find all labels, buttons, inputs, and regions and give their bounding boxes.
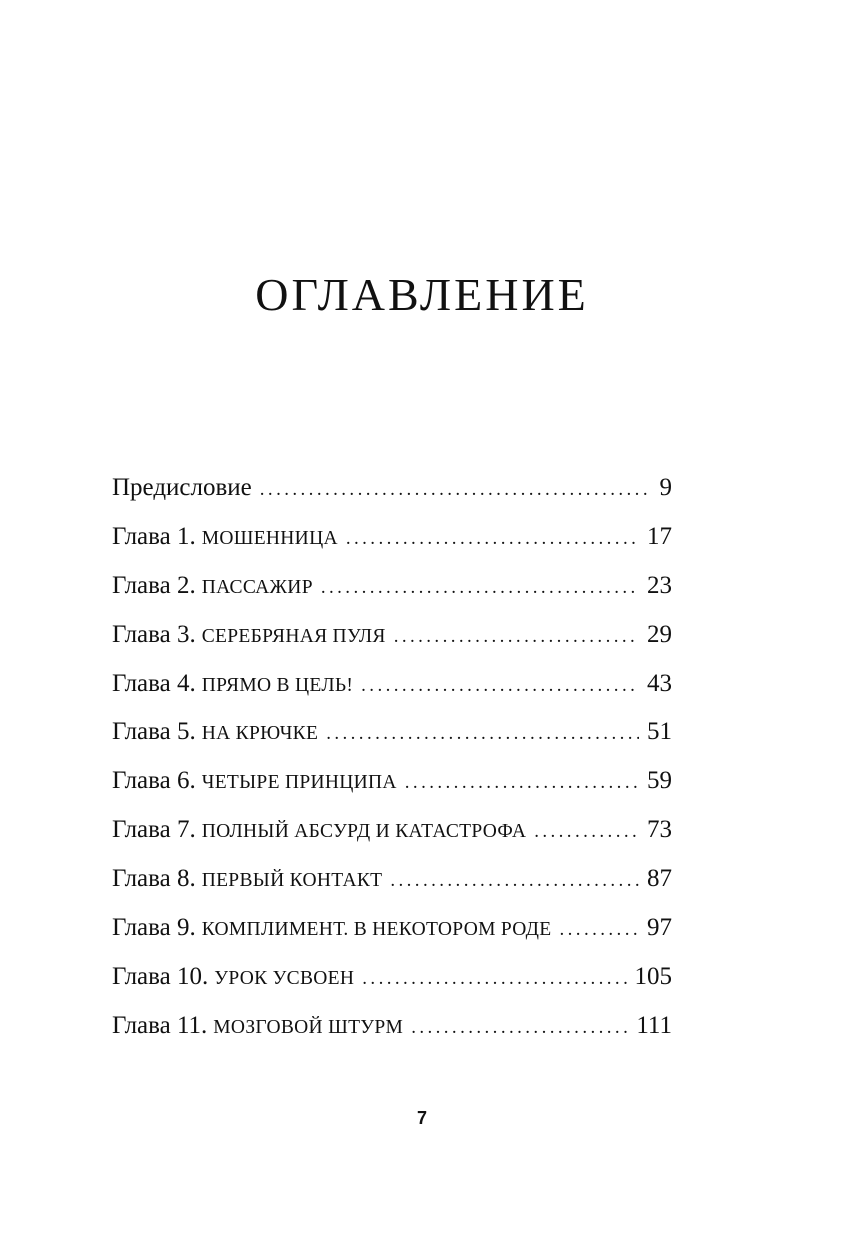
chapter-number: Глава 3. bbox=[112, 620, 196, 648]
toc-entry-label bbox=[112, 914, 552, 942]
toc-entry-label bbox=[112, 523, 338, 551]
chapter-number: Глава 8. bbox=[112, 865, 196, 893]
chapter-title: ЧЕТЫРЕ ПРИНЦИПА bbox=[201, 772, 397, 794]
dot-leader bbox=[260, 479, 652, 501]
toc-entry-chapter-4 bbox=[112, 670, 672, 719]
toc-entry-label bbox=[112, 1012, 403, 1040]
chapter-title: ПОЛНЫЙ АБСУРД И КАТАСТРОФА bbox=[201, 821, 527, 843]
chapter-number: Глава 7. bbox=[112, 816, 196, 844]
toc-entry-label bbox=[112, 865, 382, 893]
toc-entry-page: 111 bbox=[636, 1011, 672, 1039]
chapter-title: МОЗГОВОЙ ШТУРМ bbox=[213, 1016, 404, 1038]
chapter-title: МОШЕННИЦА bbox=[201, 527, 338, 549]
toc-entry-page: 17 bbox=[647, 522, 672, 550]
chapter-title: ПЕРВЫЙ КОНТАКТ bbox=[201, 870, 383, 892]
dot-leader bbox=[390, 870, 639, 892]
toc-entry-page: 29 bbox=[647, 620, 672, 648]
dot-leader bbox=[405, 772, 639, 794]
toc-entry-page: 59 bbox=[647, 767, 672, 795]
chapter-number: Глава 11. bbox=[112, 1011, 208, 1039]
toc-entry-label bbox=[112, 718, 318, 746]
chapter-title: ПАССАЖИР bbox=[201, 576, 313, 598]
dot-leader bbox=[346, 528, 639, 550]
dot-leader bbox=[321, 577, 639, 599]
dot-leader bbox=[411, 1017, 628, 1039]
toc-entry-chapter-9 bbox=[112, 914, 672, 963]
toc-entry-label bbox=[112, 621, 386, 649]
dot-leader bbox=[326, 723, 639, 745]
chapter-number: Глава 10. bbox=[112, 962, 209, 990]
toc-entry-chapter-11 bbox=[112, 1012, 672, 1061]
toc-entry-label bbox=[112, 572, 313, 600]
toc-entry-page: 43 bbox=[647, 669, 672, 697]
chapter-title: ПРЯМО В ЦЕЛЬ! bbox=[201, 674, 354, 696]
toc-entry-page: 97 bbox=[647, 914, 672, 942]
dot-leader bbox=[362, 968, 626, 990]
toc-entry-label bbox=[112, 767, 397, 795]
toc-entry-label: Предисловие bbox=[112, 474, 252, 501]
chapter-number: Глава 6. bbox=[112, 767, 196, 795]
toc-entry-label bbox=[112, 670, 353, 698]
table-of-contents bbox=[112, 474, 672, 1061]
chapter-title: УРОК УСВОЕН bbox=[214, 967, 355, 989]
toc-entry-chapter-1 bbox=[112, 523, 672, 572]
toc-entry-page: 87 bbox=[647, 865, 672, 893]
toc-entry-page: 9 bbox=[659, 474, 672, 501]
chapter-title: СЕРЕБРЯНАЯ ПУЛЯ bbox=[201, 625, 386, 647]
dot-leader bbox=[560, 919, 640, 941]
toc-entry-preface bbox=[112, 474, 672, 523]
toc-entry-chapter-2 bbox=[112, 572, 672, 621]
toc-entry-chapter-6 bbox=[112, 767, 672, 816]
toc-entry-page: 73 bbox=[647, 816, 672, 844]
chapter-number: Глава 1. bbox=[112, 522, 196, 550]
toc-entry-label bbox=[112, 816, 526, 844]
chapter-title: НА КРЮЧКЕ bbox=[201, 723, 319, 745]
chapter-number: Глава 4. bbox=[112, 669, 196, 697]
page-title: ОГЛАВЛЕНИЕ bbox=[255, 269, 589, 320]
toc-entry-page: 23 bbox=[647, 571, 672, 599]
toc-entry-label bbox=[112, 963, 354, 991]
page-number: 7 bbox=[416, 1108, 427, 1128]
chapter-title: КОМПЛИМЕНТ. В НЕКОТОРОМ РОДЕ bbox=[201, 919, 552, 941]
chapter-number: Глава 2. bbox=[112, 571, 196, 599]
dot-leader bbox=[534, 821, 639, 843]
toc-entry-page: 105 bbox=[634, 962, 672, 990]
dot-leader bbox=[361, 675, 639, 697]
chapter-number: Глава 9. bbox=[112, 914, 196, 942]
toc-entry-chapter-7 bbox=[112, 816, 672, 865]
toc-entry-chapter-3 bbox=[112, 621, 672, 670]
chapter-number: Глава 5. bbox=[112, 718, 196, 746]
dot-leader bbox=[394, 626, 639, 648]
toc-entry-chapter-10 bbox=[112, 963, 672, 1012]
toc-entry-page: 51 bbox=[647, 718, 672, 746]
toc-entry-chapter-5 bbox=[112, 718, 672, 767]
toc-entry-chapter-8 bbox=[112, 865, 672, 914]
